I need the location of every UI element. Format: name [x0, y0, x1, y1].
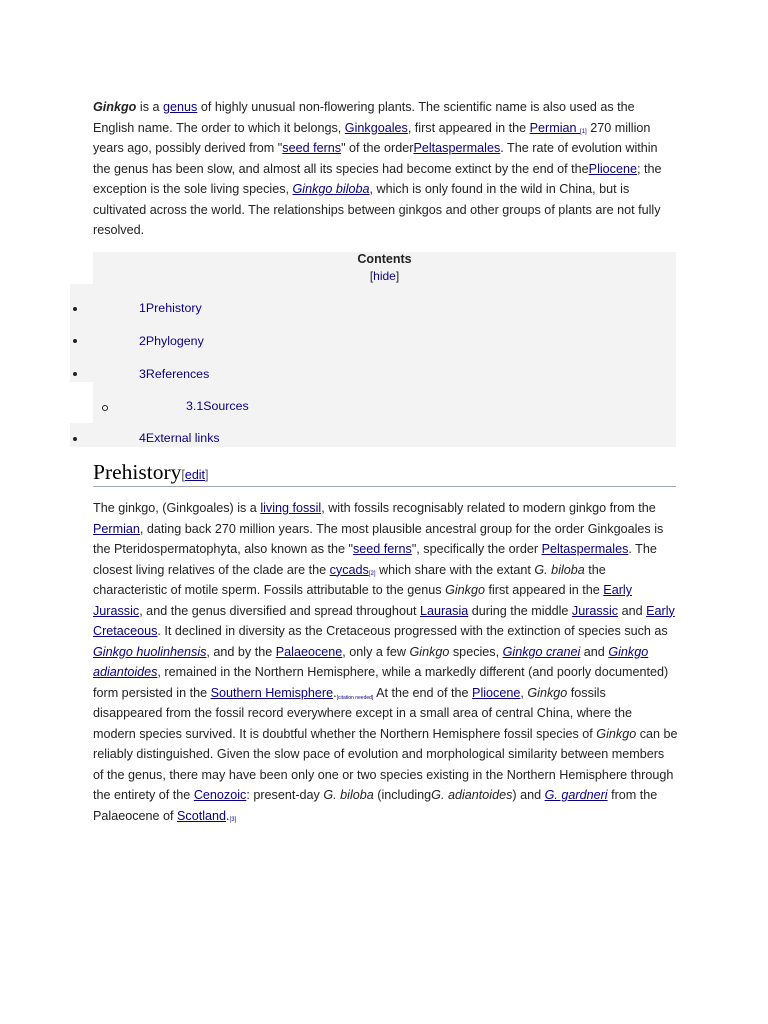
- toc-label: References: [145, 367, 210, 381]
- toc-item-references[interactable]: [139, 367, 209, 381]
- reference-1[interactable]: [1]: [580, 128, 587, 135]
- text: . It declined in diversity as the Cretaceous progressed with the extinction of species such as: [157, 624, 668, 638]
- link-peltaspermales[interactable]: Peltaspermales: [541, 542, 629, 556]
- link-cenozoic[interactable]: Cenozoic: [193, 788, 247, 802]
- section-edit-link[interactable]: edit: [184, 468, 206, 482]
- toc-title: Contents: [357, 252, 412, 266]
- toc-item-external-links[interactable]: [139, 431, 220, 445]
- text: : present-day: [246, 788, 324, 802]
- link-ginkgo-biloba[interactable]: [293, 182, 370, 196]
- link-scotland[interactable]: Scotland: [177, 808, 227, 823]
- toc-number: 4: [139, 431, 146, 445]
- text: can be reliably distinguished. Given the slow pace of evolution and morphological similarity between members of the genus, there may have been only one or two species existing in the Northern Hemisphere through the entirety of the: [93, 726, 678, 802]
- link-pliocene[interactable]: Pliocene: [588, 161, 637, 176]
- link-seed-ferns[interactable]: seed ferns: [282, 141, 342, 155]
- toc-bullet: [73, 372, 77, 376]
- link-jurassic[interactable]: Jurassic: [571, 603, 619, 618]
- bracket: [: [181, 468, 185, 482]
- text: and: [618, 603, 647, 618]
- text: , and the genus diversified and spread throughout: [139, 603, 420, 618]
- text: , which is only found in the wild in China, but is cultivated across the world. The relationships between ginkgos and other groups of plants are not fully resolved.: [93, 182, 661, 237]
- citation-needed[interactable]: [citation needed]: [336, 694, 374, 701]
- link-permian[interactable]: Permian: [93, 521, 140, 536]
- text: (including: [373, 788, 432, 802]
- link-southern-hemisphere[interactable]: Southern Hemisphere: [210, 685, 334, 700]
- italic-text: Ginkgo: [445, 583, 485, 597]
- section-heading-text: Prehistory: [93, 460, 182, 484]
- italic-text: Ginkgo: [527, 685, 568, 700]
- text: and: [580, 644, 609, 659]
- text: ) and: [512, 788, 545, 802]
- toc-number: 2: [139, 334, 146, 348]
- text: from the Palaeocene of: [93, 788, 658, 823]
- toc-number: 3.1: [186, 399, 204, 413]
- link-peltaspermales[interactable]: Peltaspermales: [413, 141, 501, 155]
- text: , remained in the Northern Hemisphere, while a markedly different (and poorly documented) form persisted in the: [93, 665, 669, 700]
- toc-bullet: [73, 437, 77, 441]
- section-heading-prehistory: [93, 460, 676, 487]
- text: ", specifically the order: [411, 542, 542, 556]
- text: " of the order: [341, 141, 414, 155]
- link-label: Ginkgo cranei: [502, 644, 581, 659]
- text: ,: [520, 685, 528, 700]
- bracket: [: [369, 269, 374, 283]
- text: , first appeared in the: [407, 120, 530, 135]
- link-seed-ferns[interactable]: seed ferns: [353, 542, 412, 556]
- text: , only a few: [342, 644, 410, 659]
- link-ginkgo-biloba-label: Ginkgo biloba: [292, 182, 370, 196]
- italic-text: G. biloba: [323, 788, 374, 802]
- text: of highly unusual non-flowering plants. The scientific name is also used as the English name. The order to which it belongs,: [93, 100, 635, 135]
- text: The ginkgo, (Ginkgoales) is a: [93, 501, 261, 515]
- text: , with fossils recognisably related to modern ginkgo from the: [321, 501, 656, 515]
- text: .: [333, 685, 337, 700]
- toc-label: Phylogeny: [145, 334, 204, 348]
- toc-label: Sources: [203, 399, 249, 413]
- toc-label: External links: [145, 431, 220, 445]
- italic-text: Ginkgo: [596, 726, 637, 741]
- text: At the end of the: [373, 685, 473, 700]
- link-laurasia[interactable]: Laurasia: [419, 603, 469, 618]
- link-pliocene[interactable]: Pliocene: [472, 685, 521, 700]
- link-label: G. gardneri: [544, 788, 608, 802]
- link-permian[interactable]: Permian: [529, 120, 581, 135]
- italic-text: G. adiantoides: [431, 788, 513, 802]
- toc-item-phylogeny[interactable]: [139, 334, 204, 348]
- table-of-contents: [93, 252, 676, 447]
- italic-text: Ginkgo: [409, 644, 450, 659]
- link-label: Ginkgo adiantoides: [93, 644, 649, 679]
- toc-label: Prehistory: [145, 301, 202, 315]
- link-living-fossil[interactable]: living fossil: [260, 501, 322, 515]
- link-g-gardneri[interactable]: [545, 788, 608, 802]
- reference-3[interactable]: [3]: [229, 816, 237, 823]
- text: which share with the extant: [375, 562, 535, 577]
- toc-hide-toggle: [93, 269, 676, 283]
- link-palaeocene[interactable]: Palaeocene: [275, 644, 343, 659]
- toc-sub-bullet: [102, 405, 108, 411]
- link-cycads[interactable]: cycads: [329, 562, 369, 577]
- link-ginkgoales[interactable]: Ginkgoales: [344, 120, 408, 135]
- text: during the middle: [468, 603, 572, 618]
- intro-paragraph: [93, 97, 676, 241]
- text: , dating back 270 million years. The most plausible ancestral group for the order Ginkgoales is the Pteridospermatophyta, also known as the ": [93, 521, 664, 556]
- text: 270 million years ago, possibly derived from ": [93, 120, 651, 155]
- article-subject: Ginkgo: [93, 100, 137, 114]
- text: , and by the: [206, 644, 276, 659]
- reference-2[interactable]: [2]: [368, 570, 376, 577]
- bracket: ]: [205, 468, 209, 482]
- prehistory-paragraph: [93, 498, 678, 826]
- text: is a: [136, 100, 163, 114]
- link-genus[interactable]: genus: [163, 100, 198, 114]
- text: species,: [449, 644, 503, 659]
- text: the characteristic of motile sperm. Fossils attributable to the genus: [93, 562, 606, 597]
- section-edit: [181, 468, 208, 482]
- toc-item-sources[interactable]: [186, 399, 249, 413]
- intro-section: [93, 97, 676, 241]
- text: . The closest living relatives of the clade are the: [93, 542, 657, 577]
- text: fossils disappeared from the fossil record everywhere except in a small area of central China, where the modern species survived. It is doubtful whether the Northern Hemisphere fossil species of: [93, 685, 633, 741]
- toc-number: 3: [139, 367, 146, 381]
- toc-bullet: [73, 339, 77, 343]
- text: first appeared in the: [484, 583, 604, 597]
- link-ginkgo-cranei[interactable]: [503, 645, 581, 659]
- link-early-cretaceous[interactable]: Early Cretaceous: [93, 603, 675, 638]
- link-label: Ginkgo huolinhensis: [93, 644, 207, 659]
- link-ginkgo-huolinhensis[interactable]: [93, 645, 206, 659]
- text: .: [226, 808, 230, 823]
- toc-item-prehistory[interactable]: [139, 301, 202, 315]
- bracket: ]: [395, 269, 400, 283]
- toc-bullet: [73, 307, 77, 311]
- text: . The rate of evolution within the genus has been slow, and almost all its species had become extinct by the end of the: [93, 141, 658, 176]
- italic-text: G. biloba: [534, 562, 585, 577]
- toc-hide-link[interactable]: hide: [373, 269, 396, 283]
- toc-number: 1: [139, 301, 146, 315]
- link-early-jurassic[interactable]: Early Jurassic: [93, 583, 632, 618]
- text: ; the exception is the sole living species,: [93, 161, 662, 196]
